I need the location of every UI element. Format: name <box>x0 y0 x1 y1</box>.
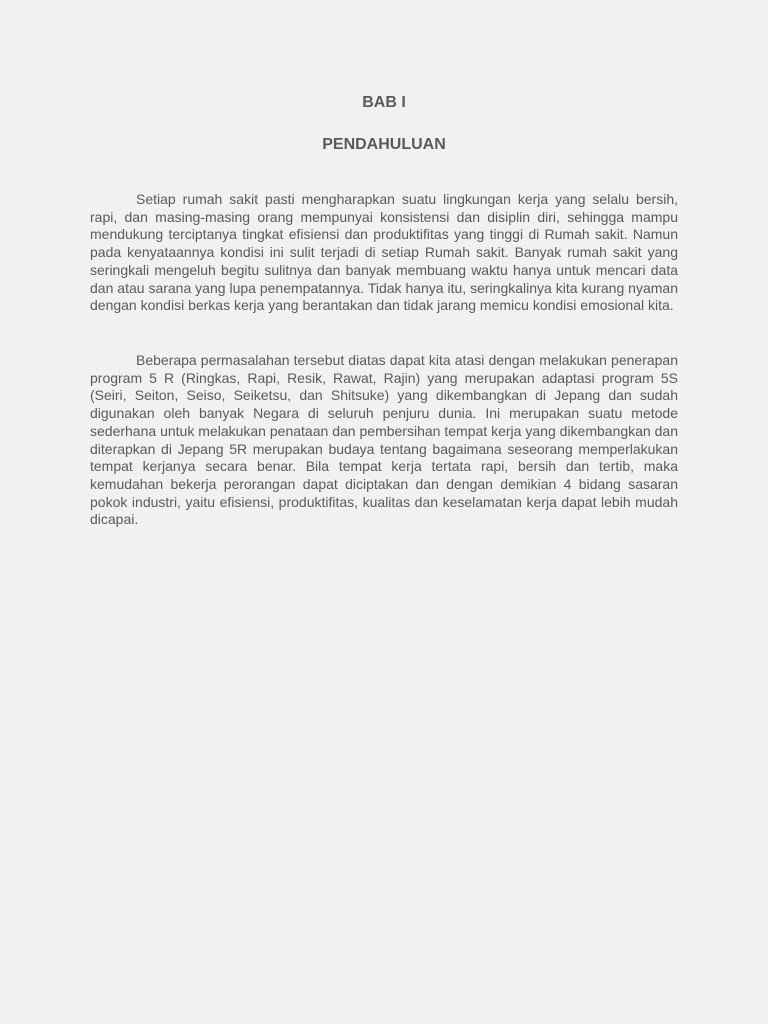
chapter-number: BAB I <box>362 94 406 111</box>
paragraph-2: Beberapa permasalahan tersebut diatas dapat kita atasi dengan melakukan penerapan program 5 R (Ringkas, Rapi, Resik, Rawat, Rajin) yang merupakan adaptasi program 5S (Seiri, Seiton, Seiso, Seiketsu, dan Shitsuke) yang dikembangkan di Jepang dan sudah digunakan oleh banyak Negara di seluruh penjuru dunia. Ini merupakan suatu metode sederhana untuk melakukan penataan dan pembersihan tempat kerja yang dikembangkan dan diterapkan di Jepang 5R merupakan budaya tentang bagaimana seseorang memperlakukan tempat kerjanya secara benar. Bila tempat kerja tertata rapi, bersih dan tertib, maka kemudahan bekerja perorangan dapat diciptakan dan dengan demikian 4 bidang sasaran pokok industri, yaitu efisiensi, produktifitas, kualitas dan keselamatan kerja dapat lebih mudah dicapai. <box>90 352 678 528</box>
chapter-title: PENDAHULUAN <box>322 136 446 153</box>
paragraph-1: Setiap rumah sakit pasti mengharapkan suatu lingkungan kerja yang selalu bersih, rapi, dan masing-masing orang mempunyai konsistensi dan disiplin diri, sehingga mampu mendukung terciptanya tingkat efisiensi dan produktifitas yang tinggi di Rumah sakit. Namun pada kenyataannya kondisi ini sulit terjadi di setiap Rumah sakit. Banyak rumah sakit yang seringkali mengeluh begitu sulitnya dan banyak membuang waktu hanya untuk mencari data dan atau sarana yang lupa penempatannya. Tidak hanya itu, seringkalinya kita kurang nyaman dengan kondisi berkas kerja yang berantakan dan tidak jarang memicu kondisi emosional kita. <box>90 191 678 314</box>
